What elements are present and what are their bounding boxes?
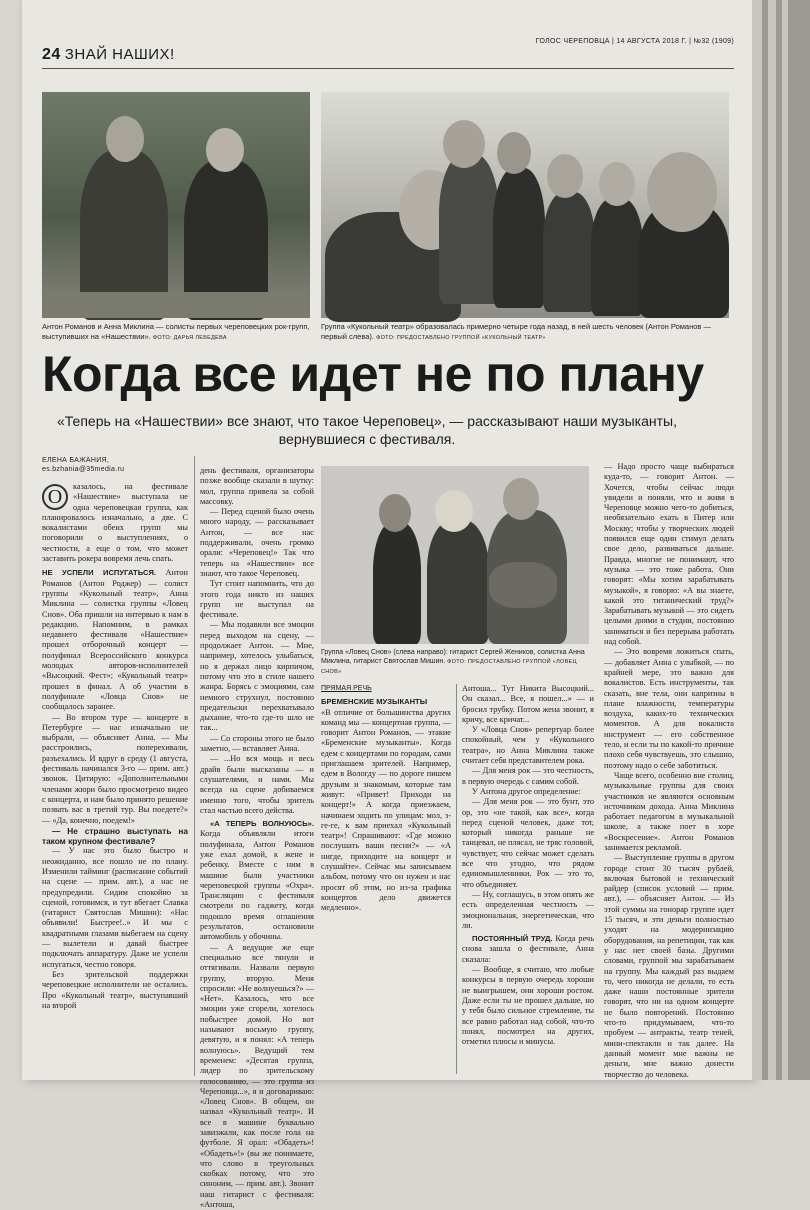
newspaper-issue: ГОЛОС ЧЕРЕПОВЦА | 14 АВГУСТА 2018 Г. | №32 (1909): [535, 38, 734, 45]
article-column-1: ЕЛЕНА БАЖАНИЯ, es.bzhania@35media.ru О казалось, на фестивале «Нашествие» выступала не одна череповецкая группа, как планировалось изначально, а две. С вокалистами обеих групп мы поговорили о выступлениях, о честности, а еще о том, что может заставить рокера вовремя лечь спать. НЕ УСПЕЛИ ИСПУГАТЬСЯ. Антон Романов (Антон Роджер) — солист группы «Кукольный театр», Анна Миклина — солистка группы «Ловец Снов». Оба пришли на интервью к нам в редакцию. Напомним, в рамках недавнего фестиваля «Нашествие» прошел отборочный концерт — полуфинал Всероссийского конкурса молодых авторов-исполнителей «Высоцкий. Фест»; «Кукольный театр» прошел в финал. А об участии в полуфинале «Ловца Снов» не сообщалось заранее. — Во втором туре — концерте в Петербурге — нас изначально не выбрали, — объясняет Анна. — Мы расстроились, поперехивали, разъехались. И вдруг в среду (1 августа, фестиваль начинался 3-го — прим. авт.) звонок. Цитирую: «Дополнительными членами жюри было просмотрено видео с концерта, и нам было принято решение позвать вас в третий тур. Вы поедете?» — «Да, конечно, поедем!» — Не страшно выступать на таком крупном фестивале? — У нас это было быстро и неожиданно, все пошло не по плану. Изменили тайминг (расписание событий на сцене — прим. авт.), а нас не предупредили. Сидим спокойно за сценой, готовимся, и тут вбегает Славка (гитарист Святослав Мишин): «Нас объявили! Быстрее!..» И мы с квадратными глазами выбегаем на сцену — вылетели и давай быстрее подключать аппаратуру. Даже не успели испугаться, честно говоря. Без зрительской поддержки череповецкие исполнители не остались. Про «Кукольный театр», выступавший на второй: [42, 457, 188, 1010]
drop-cap: О: [42, 484, 68, 510]
article-column-5: — Надо просто чаще выбираться куда-то, — говорит Антон. — Хочется, чтобы сейчас люди увидели и поняли, что и живя в Череповце можно чего-то добиться, необязательно ехать в Питер или Москву; чтобы у творческих людей появился еще один стимул делать свое дело, развиваться дальше. Правда, многие не понимают, что музыка — это тоже работа. Они говорят: «Мы хотим зарабатывать музыкой», я говорю: «А вы знаете, какой это титанический труд?» Зарабатывать музыкой — это сидеть целыми днями в студии, постоянно заниматься и без перерыва работать над собой. — Это вовремя ложиться спать, — добавляет Анна с улыбкой, — по крайней мере, это важно для вокалистов. Есть инструменты, так сказать, вне тела, они капризны в плане влажности, температуры воздуха, каких-то технических моментов. А для вокалиста инструмент — его собственное тело, и если ты по какой-то причине плохо себя чувствуешь, это слышно, поэтому надо о себе заботиться. Чаще всего, особенно вне столиц, музыкальные группы для своих участников не являются основным источником дохода. Анна Миклина работает педагогом в музыкальной школе, а также поет в хоре «Воскресение». Антон Романов занимается рекламой. — Выступление группы в другом городе стоит 30 тысяч рублей, включая бытовой и технический райдер (список условий — прим. авт.), — объясняет Антон. — Из этой суммы на гонорар группе идет 15 тысяч, и эти деньги полностью уходят на модернизацию оборудования, на репетиции, так как у нас нет своей базы. Другими словами, группой мы зарабатываем на группу. Мы каждый раз выдаем то, чего никогда не делали, то есть даже наши постоянные зрители говорят, что ни на одном концерте не было повторений. Постоянно что-то придумываем, что-то пробуем — антракты, театр теней, мини-спектакли и так далее. На данный момент мне важны не деньги, мне важно донести творчество до человека.: [604, 462, 734, 1079]
author-email: es.bzhania@35media.ru: [42, 466, 125, 473]
article-column-2: день фестиваля, организаторы позже вообще сказали в шутку: мол, группа привела за собой массовку. — Перед сценой было очень много народу, — рассказывает Антон, — все нас поддерживали, очень громко орали: «Череповец!» Так что теперь на «Нашествии» все знают, что такое Череповец. Тут стоит напомнить, что до этого года никто из наших групп не выступал на фестивале. — Мы подавили все эмоции перед выходом на сцену, — продолжает Антон. — Мне, например, хотелось улыбаться, но я держал лицо кирпичом, потому что это в стиле нашего жанра. Борясь с эмоциями, сам немного струхнул, постоянно предательски перехватывало дыхание, что-то где-то шло не так... — Со стороны этого не было заметно, — вставляет Анна. — ...Но вся мощь и весь драйв были высказаны — и слушателями, и нами. Мы всегда на сцене добиваемся именно того, чтобы зритель стал частью всего действа. «А ТЕПЕРЬ ВОЛНУЮСЬ». Когда объявляли итоги полуфинала, Антон Романов уже ехал домой, к жене и ребенку. Вместе с ним в машине были участники череповецкой группы «Охра». Трансляцию с фестиваля смотрели по гаджету, когда подошло время оглашения результатов, остановили автомобиль у обочины. — А ведущие же еще специально все тянули и оттягивали. Назвали первую группу, вторую. Меня спросили: «Не волнуешься?» — «Нет». Казалось, что все эмоции уже сгорели, хотелось побыстрее домой. Но вот называют восьмую группу, девятую, и я понял: «А теперь волнуюсь». Ведущий тем временем: «Десятая группа, лидер по зрительскому голосованию, — это группа из Череповца...», я и договариваю: «Ловец Снов». В общем, он назвал «Кукольный театр». И все в машине буквально завизжали, как после гола на футболе. Я орал: «Обадеть»! «Обадеть»!» (вы же понимаете, что слово в треугольных скобках потому, что это синоним, — прим. авт.). Звонит наш гитарист с фестиваля: «Антоша,: [200, 466, 314, 1210]
paragraph: — У нас это было быстро и неожиданно, все пошло не по плану. Изменили тайминг (расписание событий на сцене — прим. авт.), а нас не предупредили. Сидим спокойно за сценой, готовимся, и тут вбегает Славка (гитарист Святослав Мишин): «Нас объявили! Быстрее!..» И мы с квадратными глазами выбегаем на сцену — вылетели и давай быстрее подключать аппаратуру. Даже не успели испугаться, честно говоря.: [42, 846, 188, 969]
photo-credit: ФОТО: ПРЕДОСТАВЛЕНО ГРУППОЙ «ЛОВЕЦ СНОВ»: [321, 659, 577, 675]
photo-lovets-snov-caption: Группа «Ловец Снов» (слева направо): гитарист Сергей Жеников, солистка Анна Миклина, гитарист Святослав Мишин. ФОТО: ПРЕДОСТАВЛЕНО ГРУППОЙ «ЛОВЕЦ СНОВ»: [321, 649, 585, 675]
paragraph: Без зрительской поддержки череповецкие исполнители не остались. Про «Кукольный театр», выступавший на второй: [42, 969, 188, 1010]
column-divider: [456, 684, 457, 1074]
photo-duo: [42, 92, 310, 318]
header-divider: [42, 68, 734, 69]
article-column-4: Антоша... Тут Никита Высоцкий... Он сказал... Все, я пошел...» — и бросил трубку. Потом жена звонит, я кричу, все кричат... У «Ловца Снов» репертуар более спокойный, чем у «Кукольного театра», но Анна Миклина также считает себя представителем рока. — Для меня рок — это честность, в первую очередь с самим собой. У Антона другое определение: — Для меня рок — это бунт, это ор, это «не такой, как все», когда перед сценой человек, даже тот, который никогда раньше не танцевал, не плясал, не тряс головой, чувствует, что сейчас может сделать все что угодно, что рядом единомышленники. Рок — это то, что объединяет. — Ну, соглашусь, в этом опять же есть определенная честность — эмоциональная, энергетическая, что ли. ПОСТОЯННЫЙ ТРУД. Когда речь снова зашла о фестивале, Анна сказала: — Вообще, я считаю, что любые конкурсы в первую очередь хороши не выигрышем, они хороши ростом. Даже если ты не прошел дальше, но у тебя было сильное стремление, ты все равно работал над собой, что-то понял, посмотрел на других, отметил плюсы и минусы.: [462, 684, 594, 1047]
photo-credit: ФОТО: ДАРЬЯ ЛЕБЕДЕВА: [152, 335, 227, 341]
article-headline: Когда все идет не по плану: [42, 346, 704, 402]
photo-band-caption: Группа «Кукольный театр» образовалась примерно четыре года назад, в ней шесть человек (Антон Романов — первый слева). ФОТО: ПРЕДОСТАВЛЕНО ГРУППОЙ «КУКОЛЬНЫЙ ТЕАТР»: [321, 322, 711, 341]
photo-band-lovets-snov: [321, 466, 589, 644]
article-column-3: [321, 684, 451, 914]
subheading-volnuyus: «А ТЕПЕРЬ ВОЛНУЮСЬ».: [210, 819, 314, 829]
subheading-ne-uspeli: НЕ УСПЕЛИ ИСПУГАТЬСЯ.: [42, 568, 157, 578]
section-title: ЗНАЙ НАШИХ!: [64, 46, 175, 63]
subheading-bremenskie: БРЕМЕНСКИЕ МУЗЫКАНТЫ: [321, 697, 428, 707]
article-intro: казалось, на фестивале «Нашествие» выступала не одна череповецкая группа, как планировалось изначально, а две. С вокалистами обеих групп мы поговорили о выступлениях, о честности, а еще о том, что может заставить рокера вовремя лечь спать.: [42, 482, 188, 564]
page-number: 24: [42, 46, 61, 63]
article-lead: «Теперь на «Нашествии» все знают, что такое Череповец», — рассказывают наши музыканты, вернувшиеся с фестиваля.: [57, 413, 677, 447]
newspaper-page: [22, 0, 752, 1210]
subheading-trud: ПОСТОЯННЫЙ ТРУД.: [472, 934, 553, 944]
photo-credit: ФОТО: ПРЕДОСТАВЛЕНО ГРУППОЙ «КУКОЛЬНЫЙ ТЕАТР»: [376, 335, 546, 341]
author-name: ЕЛЕНА БАЖАНИЯ,: [42, 457, 110, 464]
page-header: [42, 46, 175, 64]
photo-band-kukolny-teatr: [321, 92, 729, 318]
stacked-pages-edge: [752, 0, 810, 1080]
photo-duo-caption: Антон Романов и Анна Миклина — солисты первых череповецких рок-групп, выступивших на «Нашествии». ФОТО: ДАРЬЯ ЛЕБЕДЕВА: [42, 322, 310, 341]
rubric-label: ПРЯМАЯ РЕЧЬ: [321, 685, 372, 692]
paragraph: — Во втором туре — концерте в Петербурге — нас изначально не выбрали, — объясняет Анна. — Мы расстроились, поперехивали, разъехались. И вдруг в среду (1 августа, фестиваль начинался 3-го — прим. авт.) звонок. Цитирую: «Дополнительными членами жюри было просмотрено видео с концерта, и нам было принято решение позвать вас в третий тур. Вы поедете?» — «Да, конечно, поедем!»: [42, 712, 188, 825]
interview-question: — Не страшно выступать на таком крупном фестивале?: [42, 825, 188, 847]
quote-box: «В отличие от большинства других команд мы — концертная группа, — говорит Антон Романов, — этакие «Бременские музыканты». Когда едем с концертами по городам, сами приглашаем зрителей. Например, едем в Вологду — по дороге пишем друзьям и знакомым, которые там живут: «Привет! Приходи на концерт!» А когда приезжаем, начинаем ходить по улицам: мол, з-ге-ге, к вам приехал «Кукольный театр»! Спрашивают: «Где можно послушать ваши песни?» — «А нигде, приходите на концерт и слушайте». Сейчас мы записываем альбом, потому что он нужен и нас просят об этом, но из-за графика концертов дело движется медленно».: [321, 707, 451, 913]
column-divider: [194, 456, 195, 1076]
